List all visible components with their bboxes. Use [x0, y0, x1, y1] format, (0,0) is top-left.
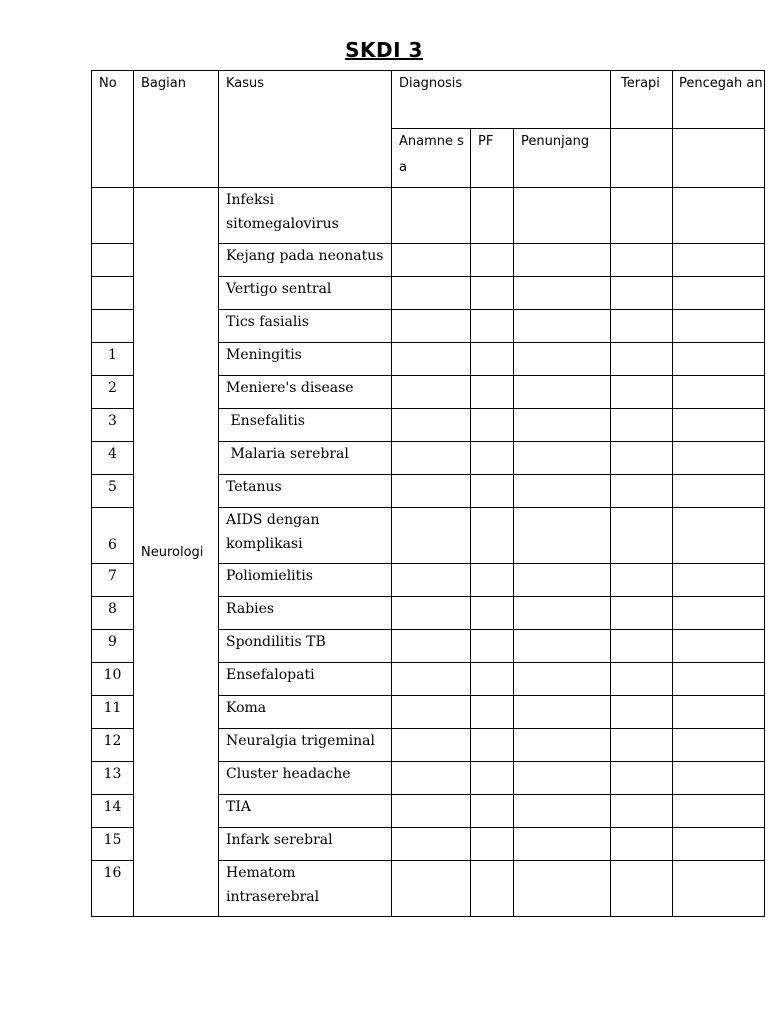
- row-no: [92, 277, 134, 310]
- row-terapi[interactable]: [611, 277, 673, 310]
- header-kasus: Kasus: [219, 71, 392, 188]
- row-terapi[interactable]: [611, 376, 673, 409]
- row-penunjang[interactable]: [514, 244, 611, 277]
- row-pencegahan[interactable]: [673, 277, 765, 310]
- row-penunjang[interactable]: [514, 188, 611, 244]
- row-terapi[interactable]: [611, 597, 673, 630]
- header-anamnesa: Anamne sa: [392, 129, 471, 188]
- row-anamnesa[interactable]: [392, 310, 471, 343]
- row-kasus: Tics fasialis: [219, 310, 392, 343]
- header-terapi: Terapi: [611, 71, 673, 129]
- row-no: 2: [92, 376, 134, 409]
- row-no: 15: [92, 828, 134, 861]
- row-pencegahan[interactable]: [673, 508, 765, 564]
- row-pf[interactable]: [471, 762, 514, 795]
- row-kasus: Infeksi sitomegalovirus: [219, 188, 392, 244]
- row-anamnesa[interactable]: [392, 597, 471, 630]
- row-kasus: Kejang pada neonatus: [219, 244, 392, 277]
- row-anamnesa[interactable]: [392, 696, 471, 729]
- row-kasus: Rabies: [219, 597, 392, 630]
- row-anamnesa[interactable]: [392, 508, 471, 564]
- row-penunjang[interactable]: [514, 597, 611, 630]
- row-pencegahan[interactable]: [673, 442, 765, 475]
- row-pf[interactable]: [471, 188, 514, 244]
- row-penunjang[interactable]: [514, 409, 611, 442]
- row-anamnesa[interactable]: [392, 277, 471, 310]
- row-pf[interactable]: [471, 663, 514, 696]
- row-pf[interactable]: [471, 409, 514, 442]
- row-penunjang[interactable]: [514, 729, 611, 762]
- header-penunjang: Penunjang: [514, 129, 611, 188]
- row-anamnesa[interactable]: [392, 475, 471, 508]
- row-terapi[interactable]: [611, 762, 673, 795]
- row-anamnesa[interactable]: [392, 795, 471, 828]
- row-terapi[interactable]: [611, 828, 673, 861]
- header-pencegahan: Pencegah an: [673, 71, 765, 129]
- row-kasus: Infark serebral: [219, 828, 392, 861]
- row-pf[interactable]: [471, 310, 514, 343]
- row-penunjang[interactable]: [514, 376, 611, 409]
- row-kasus: Meningitis: [219, 343, 392, 376]
- row-pf[interactable]: [471, 442, 514, 475]
- row-pf[interactable]: [471, 630, 514, 663]
- header-pf: PF: [471, 129, 514, 188]
- row-pencegahan[interactable]: [673, 828, 765, 861]
- row-anamnesa[interactable]: [392, 376, 471, 409]
- row-penunjang[interactable]: [514, 762, 611, 795]
- row-no: 3: [92, 409, 134, 442]
- row-terapi[interactable]: [611, 861, 673, 917]
- row-anamnesa[interactable]: [392, 762, 471, 795]
- row-pf[interactable]: [471, 729, 514, 762]
- row-pencegahan[interactable]: [673, 376, 765, 409]
- row-no: 10: [92, 663, 134, 696]
- row-kasus: Vertigo sentral: [219, 277, 392, 310]
- row-kasus: Tetanus: [219, 475, 392, 508]
- row-no: 5: [92, 475, 134, 508]
- row-pencegahan[interactable]: [673, 861, 765, 917]
- row-penunjang[interactable]: [514, 442, 611, 475]
- row-kasus: Neuralgia trigeminal: [219, 729, 392, 762]
- skdi-table: [91, 70, 765, 917]
- row-pf[interactable]: [471, 508, 514, 564]
- row-pf[interactable]: [471, 376, 514, 409]
- row-anamnesa[interactable]: [392, 244, 471, 277]
- row-anamnesa[interactable]: [392, 188, 471, 244]
- row-anamnesa[interactable]: [392, 343, 471, 376]
- row-no: 12: [92, 729, 134, 762]
- row-kasus: Ensefalitis: [219, 409, 392, 442]
- row-penunjang[interactable]: [514, 475, 611, 508]
- row-penunjang[interactable]: [514, 630, 611, 663]
- bagian-neurologi: Neurologi: [134, 188, 219, 917]
- row-penunjang[interactable]: [514, 508, 611, 564]
- row-terapi[interactable]: [611, 663, 673, 696]
- row-pencegahan[interactable]: [673, 409, 765, 442]
- row-terapi[interactable]: [611, 343, 673, 376]
- row-no: [92, 188, 134, 244]
- header-row-1: [92, 71, 765, 129]
- row-pencegahan[interactable]: [673, 795, 765, 828]
- row-pf[interactable]: [471, 564, 514, 597]
- row-pf[interactable]: [471, 244, 514, 277]
- page-title: SKDI 3: [345, 38, 423, 62]
- row-penunjang[interactable]: [514, 663, 611, 696]
- row-penunjang[interactable]: [514, 310, 611, 343]
- row-kasus: Cluster headache: [219, 762, 392, 795]
- row-no: 14: [92, 795, 134, 828]
- row-terapi[interactable]: [611, 696, 673, 729]
- row-pf[interactable]: [471, 696, 514, 729]
- row-no: 1: [92, 343, 134, 376]
- row-kasus: Malaria serebral: [219, 442, 392, 475]
- row-no: 8: [92, 597, 134, 630]
- row-terapi[interactable]: [611, 630, 673, 663]
- table-body: [92, 71, 765, 917]
- row-pencegahan[interactable]: [673, 244, 765, 277]
- row-terapi[interactable]: [611, 564, 673, 597]
- row-pf[interactable]: [471, 861, 514, 917]
- row-pencegahan[interactable]: [673, 343, 765, 376]
- row-anamnesa[interactable]: [392, 564, 471, 597]
- row-anamnesa[interactable]: [392, 663, 471, 696]
- row-terapi[interactable]: [611, 475, 673, 508]
- row-pf[interactable]: [471, 597, 514, 630]
- row-pencegahan[interactable]: [673, 696, 765, 729]
- row-no: [92, 310, 134, 343]
- row-penunjang[interactable]: [514, 277, 611, 310]
- row-terapi[interactable]: [611, 508, 673, 564]
- row-penunjang[interactable]: [514, 343, 611, 376]
- row-no: [92, 244, 134, 277]
- row-no: 13: [92, 762, 134, 795]
- row-terapi[interactable]: [611, 409, 673, 442]
- row-kasus: AIDS dengan komplikasi: [219, 508, 392, 564]
- row-pencegahan[interactable]: [673, 762, 765, 795]
- header-bagian: Bagian: [134, 71, 219, 188]
- table-row: [92, 188, 765, 244]
- row-terapi[interactable]: [611, 244, 673, 277]
- row-kasus: TIA: [219, 795, 392, 828]
- row-pf[interactable]: [471, 475, 514, 508]
- row-anamnesa[interactable]: [392, 630, 471, 663]
- row-penunjang[interactable]: [514, 861, 611, 917]
- row-terapi[interactable]: [611, 188, 673, 244]
- row-penunjang[interactable]: [514, 828, 611, 861]
- row-penunjang[interactable]: [514, 795, 611, 828]
- row-pf[interactable]: [471, 795, 514, 828]
- row-pencegahan[interactable]: [673, 475, 765, 508]
- header-pencegahan-empty: [673, 129, 765, 188]
- row-no: 16: [92, 861, 134, 917]
- header-terapi-empty: [611, 129, 673, 188]
- row-no: 6: [92, 508, 134, 564]
- row-anamnesa[interactable]: [392, 409, 471, 442]
- row-terapi[interactable]: [611, 310, 673, 343]
- row-no: 4: [92, 442, 134, 475]
- row-anamnesa[interactable]: [392, 729, 471, 762]
- row-pencegahan[interactable]: [673, 310, 765, 343]
- row-kasus: Poliomielitis: [219, 564, 392, 597]
- header-diagnosis: Diagnosis: [392, 71, 611, 129]
- row-kasus: Ensefalopati: [219, 663, 392, 696]
- row-pencegahan[interactable]: [673, 597, 765, 630]
- row-no: 7: [92, 564, 134, 597]
- row-terapi[interactable]: [611, 442, 673, 475]
- row-anamnesa[interactable]: [392, 442, 471, 475]
- row-kasus: Hematom intraserebral: [219, 861, 392, 917]
- row-pencegahan[interactable]: [673, 564, 765, 597]
- row-penunjang[interactable]: [514, 564, 611, 597]
- row-terapi[interactable]: [611, 795, 673, 828]
- row-anamnesa[interactable]: [392, 828, 471, 861]
- row-pencegahan[interactable]: [673, 630, 765, 663]
- row-pencegahan[interactable]: [673, 729, 765, 762]
- row-anamnesa[interactable]: [392, 861, 471, 917]
- row-no: 11: [92, 696, 134, 729]
- row-pf[interactable]: [471, 343, 514, 376]
- row-kasus: Spondilitis TB: [219, 630, 392, 663]
- header-no: No: [92, 71, 134, 188]
- row-pf[interactable]: [471, 828, 514, 861]
- row-pencegahan[interactable]: [673, 188, 765, 244]
- row-terapi[interactable]: [611, 729, 673, 762]
- row-pencegahan[interactable]: [673, 663, 765, 696]
- row-kasus: Meniere's disease: [219, 376, 392, 409]
- row-pf[interactable]: [471, 277, 514, 310]
- row-no: 9: [92, 630, 134, 663]
- row-kasus: Koma: [219, 696, 392, 729]
- row-penunjang[interactable]: [514, 696, 611, 729]
